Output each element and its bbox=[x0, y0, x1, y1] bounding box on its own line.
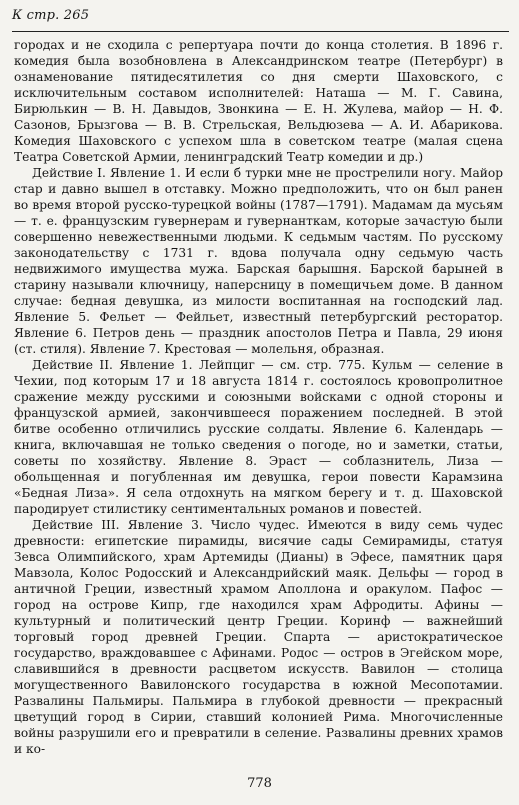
commentary-body bbox=[14, 37, 503, 757]
header-rule bbox=[12, 31, 509, 32]
paragraph-act-3: Действие III. Явление 3. Число чудес. Имеются в виду семь чудес древности: египетские пирамиды, висячие сады Семирамиды, статуя Зевса Олимпийского, храм Артемиды (Дианы) в Эфесе, памятник царя Мавзола, Колос Родосский и Александрийский маяк. Дельфы — город в античной Греции, известный храмом Аполлона и оракулом. Пафос — город на острове Кипр, где находился храм Афродиты. Афины — культурный и политический центр Греции. Коринф — важнейший торговый город древней Греции. Спарта — аристократическое государство, враждовавшее с Афинами. Родос — остров в Эгейском море, славившийся в древности расцветом искусств. Вавилон — столица могущественного Вавилонского государства в южной Месопотамии. Развалины Пальмиры. Пальмира в глубокой древности — прекрасный цветущий город в Сирии, ставший колонией Рима. Многочисленные войны разрушили его и превратили в селение. Развалины древних храмов и ко- bbox=[14, 518, 503, 756]
paragraph-act-2: Действие II. Явление 1. Лейпциг — см. стр. 775. Кульм — селение в Чехии, под которым 17 и 18 августа 1814 г. состоялось кровопролитное сражение между русскими и союзными войсками с одной стороны и французской армией, закончившееся поражением последней. В этой битве особенно отличились русские солдаты. Явление 6. Календарь — книга, включавшая не только сведения о погоде, но и заметки, статьи, советы по хозяйству. Явление 8. Эраст — соблазнитель, Лиза — обольщенная и погубленная им девушка, герои повести Карамзина «Бедная Лиза». Я села отдохнуть на мягком берегу и т. д. Шаховской пародирует стилистику сентиментальных романов и повестей. bbox=[14, 358, 503, 516]
paragraph-intro: городах и не сходила с репертуара почти до конца столетия. В 1896 г. комедия была возобновлена в Александринском театре (Петербург) в ознаменование пятидесятилетия со дня смерти Шаховского, с исключительным составом исполнителей: Наташа — М. Г. Савина, Бирюлькин — В. Н. Давыдов, Звонкина — Е. Н. Жулева, майор — Н. Ф. Сазонов, Брызгова — В. В. Стрельская, Вельдюзева — А. И. Абарикова. Комедия Шаховского с успехом шла в советском театре (малая сцена Театра Советской Армии, ленинградский Театр комедии и др.) bbox=[14, 38, 503, 164]
paragraph-act-1: Действие I. Явление 1. И если б турки мне не прострелили ногу. Майор стар и давно вышел в отставку. Можно предположить, что он был ранен во время второй русско-турецкой войны (1787—1791). Мадамам да мусьям — т. е. французским гувернерам и гувернанткам, которые зачастую были совершенно невежественными людьми. К седьмым частям. По русскому законодательству с 1731 г. вдова получала одну седьмую часть недвижимого имущества мужа. Барская барышня. Барской барыней в старину называли ключницу, наперсницу в помещичьем доме. В данном случае: бедная девушка, из милости воспитанная на господский лад. Явление 5. Фельет — Фейльет, известный петербургский ресторатор. Явление 6. Петров день — праздник апостолов Петра и Павла, 29 июня (ст. стиля). Явление 7. Крестовая — молельня, образная. bbox=[14, 166, 503, 356]
page-reference: К стр. 265 bbox=[12, 8, 90, 23]
page-number: 778 bbox=[247, 776, 272, 791]
